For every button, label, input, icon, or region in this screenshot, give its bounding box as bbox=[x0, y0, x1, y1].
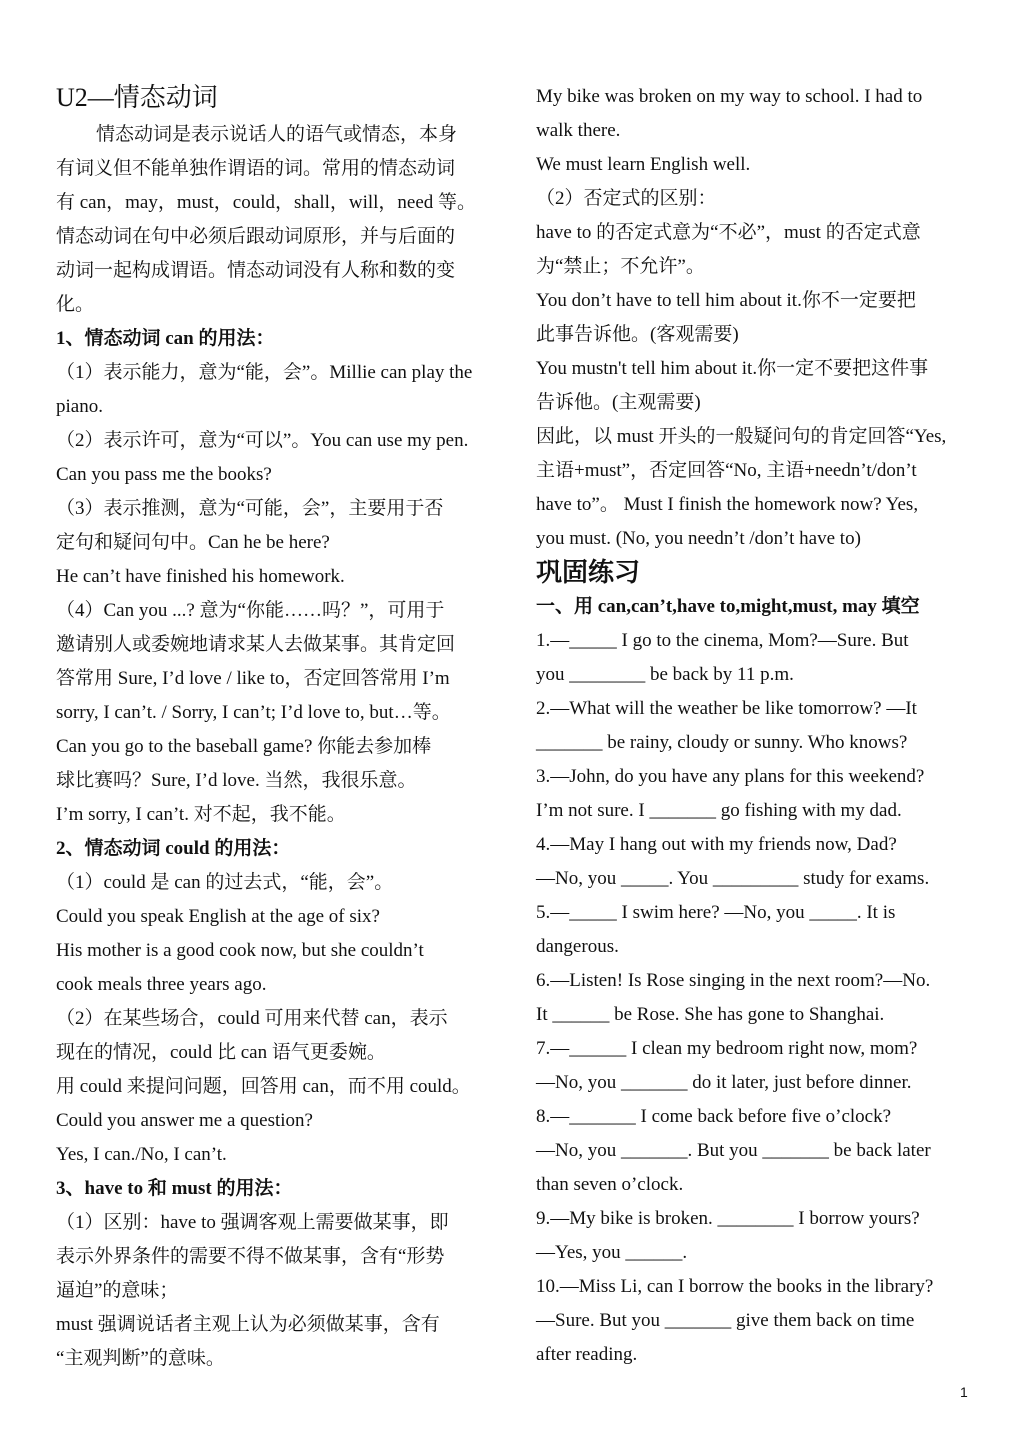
exercise-line: dangerous. bbox=[536, 936, 619, 957]
exercise-line: 2.—What will the weather be like tomorrow? —It bbox=[536, 698, 917, 719]
section-heading: 3、have to 和 must 的用法： bbox=[56, 1178, 293, 1199]
text-line: 用 could 来提问问题，回答用 can，而不用 could。 bbox=[56, 1076, 471, 1097]
text-line: We must learn English well. bbox=[536, 154, 751, 175]
exercise-line: 4.—May I hang out with my friends now, Dad? bbox=[536, 834, 897, 855]
text-line: you must. (No, you needn’t /don’t have to) bbox=[536, 528, 861, 549]
text-line: Can you pass me the books? bbox=[56, 464, 272, 485]
text-line: sorry, I can’t. / Sorry, I can’t; I’d love to, but…等。 bbox=[56, 702, 451, 723]
exercise-line: I’m not sure. I _______ go fishing with my dad. bbox=[536, 800, 902, 821]
exercise-line: 1.—_____ I go to the cinema, Mom?—Sure. But bbox=[536, 630, 909, 651]
text-line: 情态动词在句中必须后跟动词原形，并与后面的 bbox=[56, 226, 456, 247]
text-line: 球比赛吗？Sure, I’d love. 当然，我很乐意。 bbox=[56, 770, 417, 791]
text-line: You don’t have to tell him about it.你不一定要把 bbox=[536, 290, 916, 311]
exercise-line: you ________ be back by 11 p.m. bbox=[536, 664, 794, 685]
exercise-line: 6.—Listen! Is Rose singing in the next room?—No. bbox=[536, 970, 931, 991]
text-line: 定句和疑问句中。Can he be here? bbox=[56, 532, 330, 553]
text-line: （2）否定式的区别： bbox=[536, 188, 717, 209]
exercise-line: 3.—John, do you have any plans for this weekend? bbox=[536, 766, 925, 787]
text-line: have to”。 Must I finish the homework now? Yes, bbox=[536, 494, 919, 515]
text-line: 答常用 Sure, I’d love / like to，否定回答常用 I’m bbox=[56, 668, 450, 689]
text-line: 逼迫”的意味； bbox=[56, 1280, 179, 1301]
left-column bbox=[56, 80, 496, 1376]
text-line: His mother is a good cook now, but she couldn’t bbox=[56, 940, 424, 961]
exercise-line: than seven o’clock. bbox=[536, 1174, 684, 1195]
text-line: Can you go to the baseball game? 你能去参加棒 bbox=[56, 736, 432, 757]
text-line: 邀请别人或委婉地请求某人去做某事。其肯定回 bbox=[56, 634, 456, 655]
text-line: （4）Can you ...? 意为“你能……吗？”，可用于 bbox=[56, 600, 445, 621]
text-line: 为“禁止；不允许”。 bbox=[536, 256, 705, 277]
exercise-line: 5.—_____ I swim here? —No, you _____. It is bbox=[536, 902, 896, 923]
exercise-line: _______ be rainy, cloudy or sunny. Who knows? bbox=[536, 732, 908, 753]
text-line: “主观判断”的意味。 bbox=[56, 1348, 225, 1369]
page-number: 1 bbox=[960, 1384, 968, 1400]
text-line: I’m sorry, I can’t. 对不起，我不能。 bbox=[56, 804, 346, 825]
text-line: （1）区别：have to 强调客观上需要做某事，即 bbox=[56, 1212, 449, 1233]
exercise-line: —No, you _______. But you _______ be back later bbox=[536, 1140, 931, 1161]
text-line: （1）could 是 can 的过去式，“能，会”。 bbox=[56, 872, 394, 893]
text-line: You mustn't tell him about it.你一定不要把这件事 bbox=[536, 358, 929, 379]
text-line: 告诉他。(主观需要) bbox=[536, 392, 701, 413]
text-line: cook meals three years ago. bbox=[56, 974, 267, 995]
doc-title: U2—情态动词 bbox=[56, 83, 218, 112]
exercise-title: 巩固练习 bbox=[536, 558, 641, 587]
text-line: （1）表示能力，意为“能，会”。Millie can play the bbox=[56, 362, 473, 383]
text-line: 因此，以 must 开头的一般疑问句的肯定回答“Yes, bbox=[536, 426, 947, 447]
exercise-line: —Yes, you ______. bbox=[536, 1242, 688, 1263]
text-line: 化。 bbox=[56, 294, 95, 315]
text-line: 动词一起构成谓语。情态动词没有人称和数的变 bbox=[56, 260, 456, 281]
exercise-line: 9.—My bike is broken. ________ I borrow yours? bbox=[536, 1208, 920, 1229]
section-heading: 1、情态动词 can 的用法： bbox=[56, 328, 275, 349]
text-line: 现在的情况，could 比 can 语气更委婉。 bbox=[56, 1042, 386, 1063]
text-line: 情态动词是表示说话人的语气或情态，本身 bbox=[96, 124, 458, 145]
exercise-line: 7.—______ I clean my bedroom right now, mom? bbox=[536, 1038, 918, 1059]
text-line: piano. bbox=[56, 396, 103, 417]
text-line: （2）表示许可，意为“可以”。You can use my pen. bbox=[56, 430, 469, 451]
text-line: 表示外界条件的需要不得不做某事，含有“形势 bbox=[56, 1246, 445, 1267]
text-line: Could you answer me a question? bbox=[56, 1110, 313, 1131]
text-line: 有词义但不能单独作谓语的词。常用的情态动词 bbox=[56, 158, 456, 179]
exercise-line: 10.—Miss Li, can I borrow the books in the library? bbox=[536, 1276, 934, 1297]
text-line: Yes, I can./No, I can’t. bbox=[56, 1144, 227, 1165]
text-line: 此事告诉他。(客观需要) bbox=[536, 324, 739, 345]
text-line: （2）在某些场合，could 可用来代替 can，表示 bbox=[56, 1008, 448, 1029]
exercise-instruction: 一、用 can,can’t,have to,might,must, may 填空 bbox=[536, 596, 920, 617]
exercise-line: —No, you _____. You _________ study for exams. bbox=[536, 868, 930, 889]
exercise-line: It ______ be Rose. She has gone to Shanghai. bbox=[536, 1004, 885, 1025]
text-line: 主语+must”，否定回答“No, 主语+needn’t/don’t bbox=[536, 460, 917, 481]
text-line: Could you speak English at the age of six? bbox=[56, 906, 380, 927]
text-line: must 强调说话者主观上认为必须做某事，含有 bbox=[56, 1314, 440, 1335]
exercise-line: after reading. bbox=[536, 1344, 638, 1365]
text-line: （3）表示推测，意为“可能，会”，主要用于否 bbox=[56, 498, 444, 519]
text-line: My bike was broken on my way to school. I had to bbox=[536, 86, 923, 107]
text-line: walk there. bbox=[536, 120, 621, 141]
right-column bbox=[536, 80, 981, 1372]
exercise-line: 8.—_______ I come back before five o’clock? bbox=[536, 1106, 892, 1127]
text-line: have to 的否定式意为“不必”，must 的否定式意 bbox=[536, 222, 921, 243]
exercise-line: —No, you _______ do it later, just before dinner. bbox=[536, 1072, 912, 1093]
text-line: He can’t have finished his homework. bbox=[56, 566, 345, 587]
exercise-line: —Sure. But you _______ give them back on time bbox=[536, 1310, 915, 1331]
text-line: 有 can，may，must，could，shall，will，need 等。 bbox=[56, 192, 477, 213]
section-heading: 2、情态动词 could 的用法： bbox=[56, 838, 291, 859]
